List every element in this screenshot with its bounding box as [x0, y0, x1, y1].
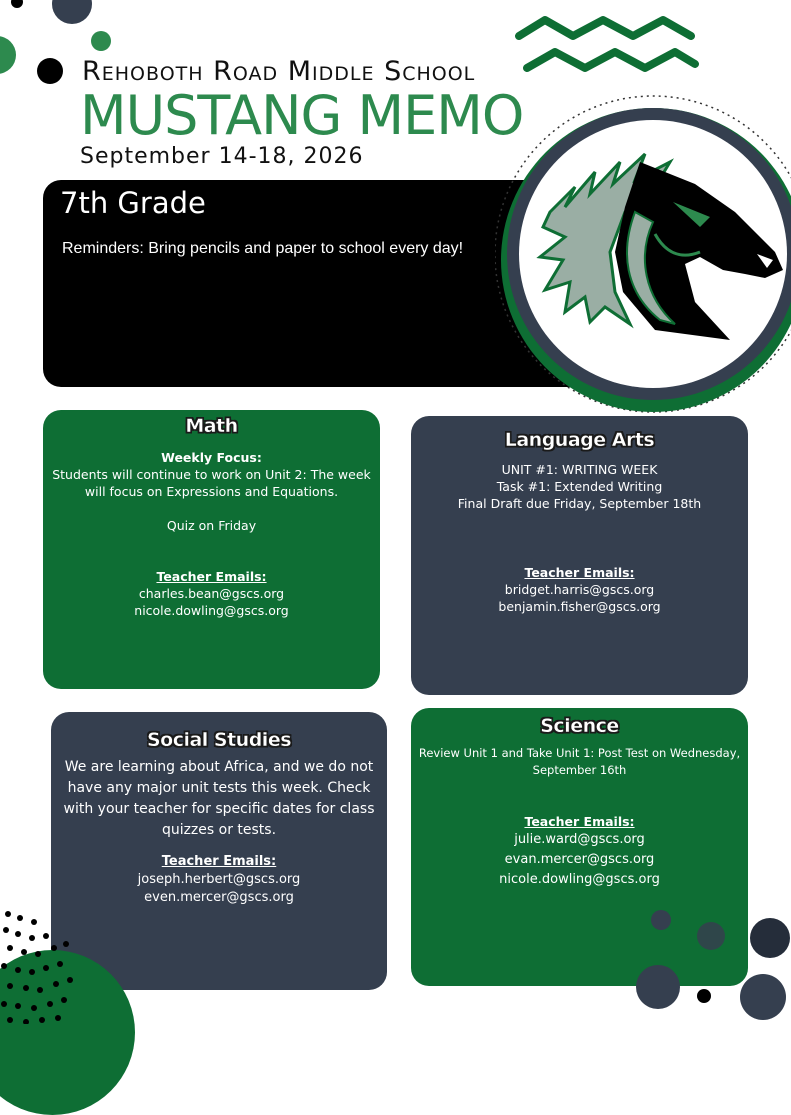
- math-card: [43, 410, 380, 689]
- ss-text-line: with your teacher for specific dates for class: [63, 801, 375, 817]
- math-title: Math: [185, 415, 238, 437]
- language-arts-card: [411, 416, 748, 695]
- zigzag-decoration-icon: [515, 12, 700, 84]
- math-emails-label: Teacher Emails:: [156, 569, 267, 584]
- ss-text-line: We are learning about Africa, and we do not: [64, 759, 374, 775]
- dot-pattern-icon: [0, 908, 80, 1024]
- ss-emails-label: Teacher Emails:: [161, 854, 277, 869]
- grade-reminder: Reminders: Bring pencils and paper to school every day!: [62, 240, 464, 257]
- decor-dot: [651, 910, 671, 930]
- teacher-email[interactable]: bridget.harris@gscs.org: [504, 582, 655, 597]
- math-focus-text: Students will continue to work on Unit 2: The week: [52, 467, 371, 482]
- sci-text-line: September 16th: [532, 763, 627, 777]
- la-emails-label: Teacher Emails:: [524, 565, 635, 580]
- decor-dot: [37, 58, 63, 84]
- decor-dot: [750, 918, 790, 958]
- decor-dot: [740, 974, 786, 1020]
- teacher-email[interactable]: julie.ward@gscs.org: [514, 832, 645, 847]
- mustang-logo-icon: [495, 92, 791, 416]
- decor-dot: [0, 36, 16, 74]
- la-text-line: Task #1: Extended Writing: [496, 479, 663, 494]
- week-dates: September 14-18, 2026: [80, 144, 364, 169]
- science-card: [411, 708, 748, 986]
- social-studies-title: Social Studies: [146, 729, 292, 751]
- la-text-line: UNIT #1: WRITING WEEK: [501, 462, 658, 477]
- decor-dot: [697, 989, 711, 1003]
- social-studies-card: [51, 712, 387, 990]
- decor-dot: [636, 965, 680, 1009]
- teacher-email[interactable]: joseph.herbert@gscs.org: [137, 872, 301, 887]
- decor-dot: [91, 31, 111, 51]
- grade-title: 7th Grade: [60, 186, 206, 220]
- sci-text-line: Review Unit 1 and Take Unit 1: Post Test on Wednesday,: [418, 746, 741, 760]
- ss-text-line: quizzes or tests.: [161, 822, 277, 838]
- language-arts-title: Language Arts: [504, 429, 655, 451]
- teacher-email[interactable]: benjamin.fisher@gscs.org: [498, 599, 661, 614]
- ss-text-line: have any major unit tests this week. Check: [67, 780, 371, 796]
- teacher-email[interactable]: nicole.dowling@gscs.org: [499, 872, 660, 887]
- la-text-line: Final Draft due Friday, September 18th: [457, 496, 702, 511]
- math-focus-label: Weekly Focus:: [161, 450, 262, 465]
- memo-title: MUSTANG MEMO: [80, 84, 524, 147]
- math-quiz: Quiz on Friday: [166, 518, 257, 533]
- teacher-email[interactable]: charles.bean@gscs.org: [138, 586, 285, 601]
- decor-dot: [697, 922, 725, 950]
- teacher-email[interactable]: even.mercer@gscs.org: [144, 890, 294, 905]
- decor-dot: [52, 0, 92, 24]
- math-focus-text: will focus on Expressions and Equations.: [84, 484, 339, 499]
- science-title: Science: [540, 715, 619, 737]
- teacher-email[interactable]: nicole.dowling@gscs.org: [134, 603, 289, 618]
- sci-emails-label: Teacher Emails:: [524, 814, 635, 829]
- decor-dot: [11, 0, 23, 8]
- school-name: Rehoboth Road Middle School: [82, 56, 476, 87]
- teacher-email[interactable]: evan.mercer@gscs.org: [504, 852, 655, 867]
